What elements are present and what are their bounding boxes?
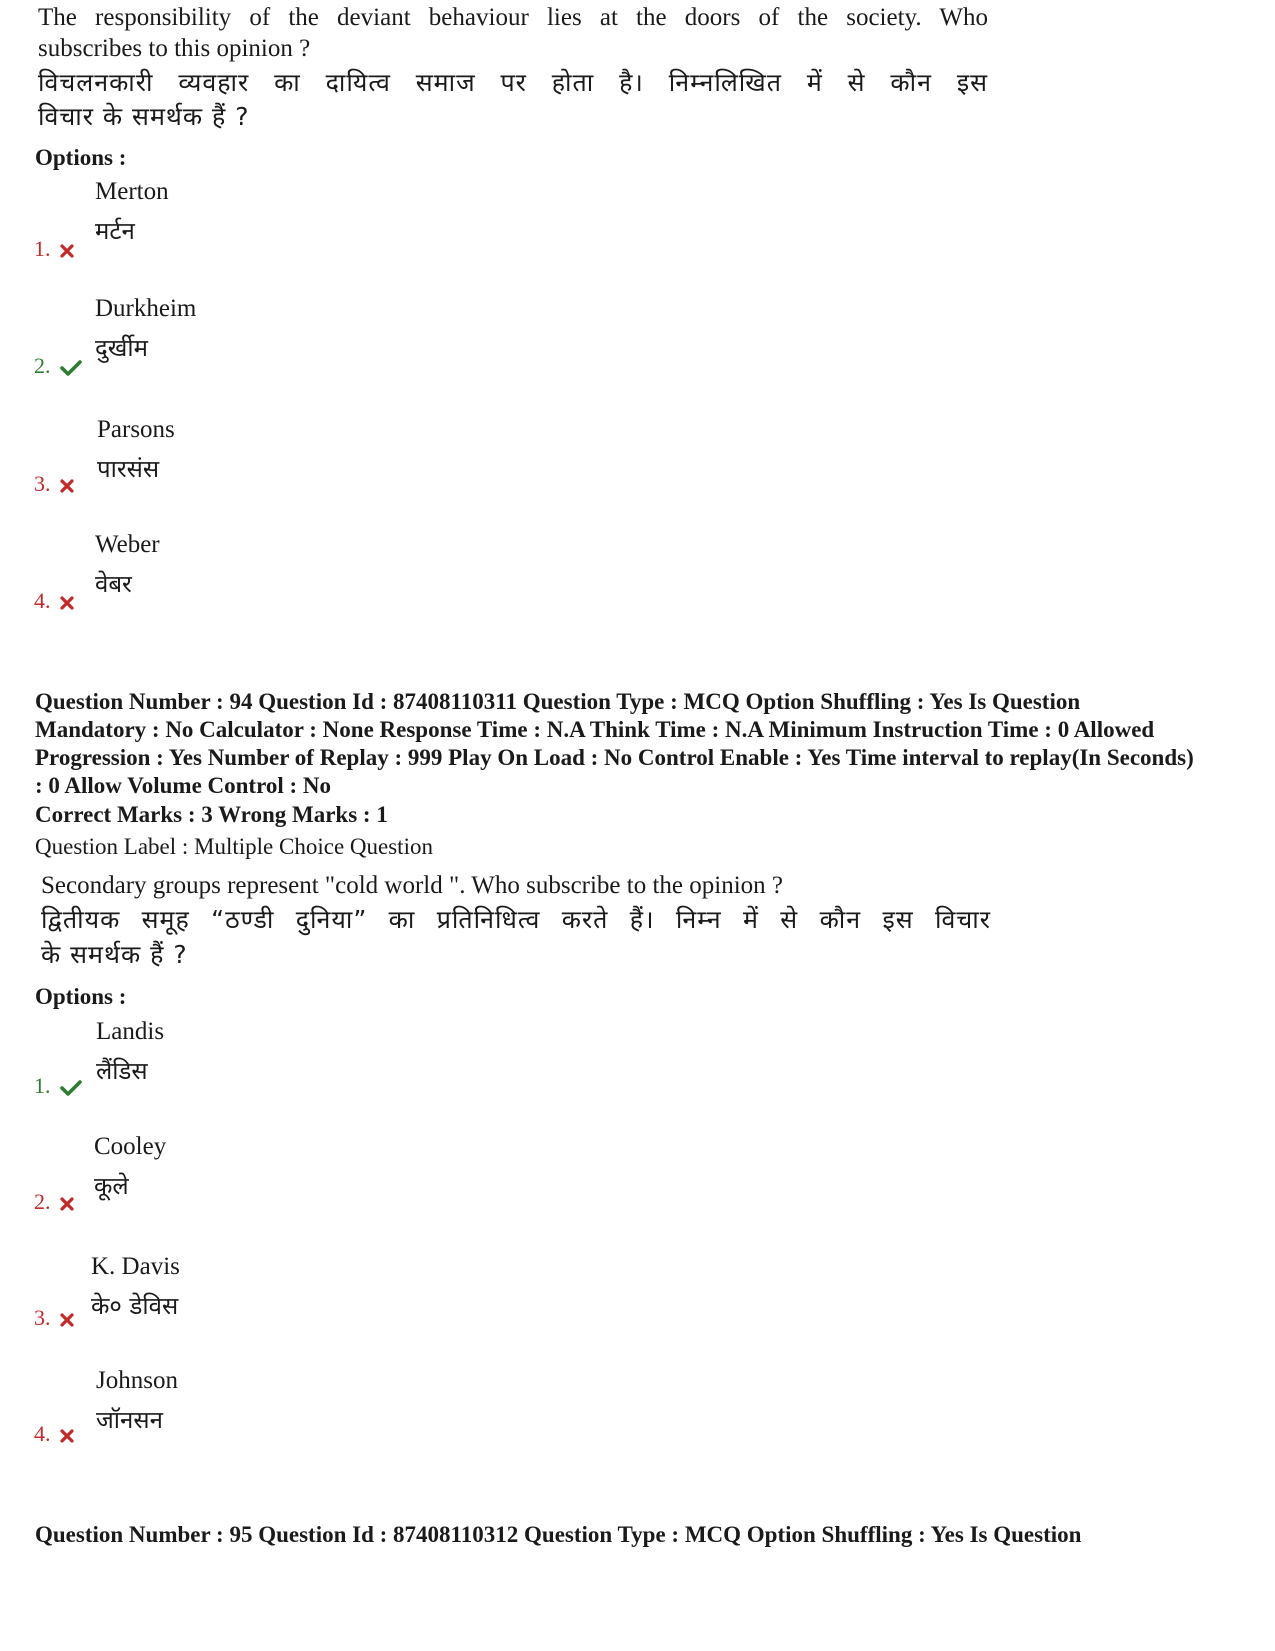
- option-number: 3.: [34, 1305, 51, 1330]
- cross-icon: [60, 1429, 74, 1443]
- q93-question-hi-line1: विचलनकारी व्यवहार का दायित्व समाज पर होता है। निम्नलिखित में से कौन इस: [38, 68, 988, 97]
- q94-meta: Question Number : 94 Question Id : 87408110311 Question Type : MCQ Option Shuffling : Yes Is Question Mandatory : No Calculator : None Response Time : N.A Think Time : N.A Minimum Instruction Time : 0 Allowed Progression : Yes Number of Replay : 999 Play On Load : No Control Enable : Yes Time interval to replay(In Seconds) : 0 Allow Volume Control : No: [35, 689, 1194, 798]
- checkmark-icon: [60, 1080, 82, 1096]
- q94-option-1-en: Landis: [96, 1018, 165, 1045]
- q94-option-3-hi: के० डेविस: [91, 1292, 179, 1320]
- q93-options-label: Options :: [35, 145, 127, 170]
- q94-option-1-hi: लैंडिस: [96, 1057, 148, 1085]
- q93-option-2-hi: दुर्खीम: [95, 334, 148, 362]
- q93-option-2-en: Durkheim: [95, 295, 197, 322]
- q94-option-2-number: [34, 1189, 74, 1215]
- q93-option-1-en: Merton: [95, 178, 169, 205]
- option-number: 4.: [34, 588, 51, 613]
- q94-option-2-en: Cooley: [94, 1133, 167, 1160]
- q94-option-2-hi: कूले: [94, 1172, 129, 1200]
- q94-option-4-en: Johnson: [96, 1367, 178, 1394]
- option-number: 2.: [34, 1189, 51, 1214]
- q93-option-4-hi: वेबर: [95, 570, 132, 598]
- q94-question-en: Secondary groups represent "cold world ". Who subscribe to the opinion ?: [41, 872, 784, 899]
- option-number: 3.: [34, 471, 51, 496]
- cross-icon: [60, 244, 74, 258]
- option-number: 2.: [34, 353, 51, 378]
- q94-option-4-hi: जॉनसन: [96, 1406, 163, 1434]
- q94-marks: Correct Marks : 3 Wrong Marks : 1: [35, 802, 388, 827]
- q95-meta: Question Number : 95 Question Id : 87408110312 Question Type : MCQ Option Shuffling : Yes Is Question: [35, 1522, 1082, 1547]
- q94-option-3-en: K. Davis: [91, 1253, 180, 1280]
- cross-icon: [60, 596, 74, 610]
- q93-question-hi-line2: विचार के समर्थक हैं ?: [38, 102, 250, 131]
- q94-options-label: Options :: [35, 984, 127, 1009]
- q93-option-1-hi: मर्टन: [95, 217, 135, 245]
- q93-option-1-number: [34, 236, 74, 262]
- q94-option-4-number: [34, 1421, 74, 1447]
- option-number: 1.: [34, 236, 51, 261]
- q94-question-hi-line2: के समर्थक हैं ?: [41, 940, 188, 969]
- q93-option-3-hi: पारसंस: [97, 455, 160, 483]
- q93-option-4-en: Weber: [95, 531, 160, 558]
- checkmark-icon: [60, 360, 82, 376]
- q93-option-3-en: Parsons: [97, 416, 175, 443]
- option-number: 1.: [34, 1073, 51, 1098]
- cross-icon: [60, 479, 74, 493]
- option-number: 4.: [34, 1421, 51, 1446]
- q93-option-2-number: [34, 353, 82, 379]
- cross-icon: [60, 1313, 74, 1327]
- q94-label: Question Label : Multiple Choice Question: [35, 834, 433, 859]
- q93-option-4-number: [34, 588, 74, 614]
- q94-question-hi-line1: द्वितीयक समूह “ठण्डी दुनिया” का प्रतिनिधित्व करते हैं। निम्न में से कौन इस विचार: [41, 905, 991, 934]
- q94-option-1-number: [34, 1073, 82, 1099]
- q94-option-3-number: [34, 1305, 74, 1331]
- q93-question-en-line2: subscribes to this opinion ?: [38, 35, 311, 62]
- q93-option-3-number: [34, 471, 74, 497]
- cross-icon: [60, 1197, 74, 1211]
- q93-question-en-line1: The responsibility of the deviant behaviour lies at the doors of the society. Who: [38, 4, 988, 31]
